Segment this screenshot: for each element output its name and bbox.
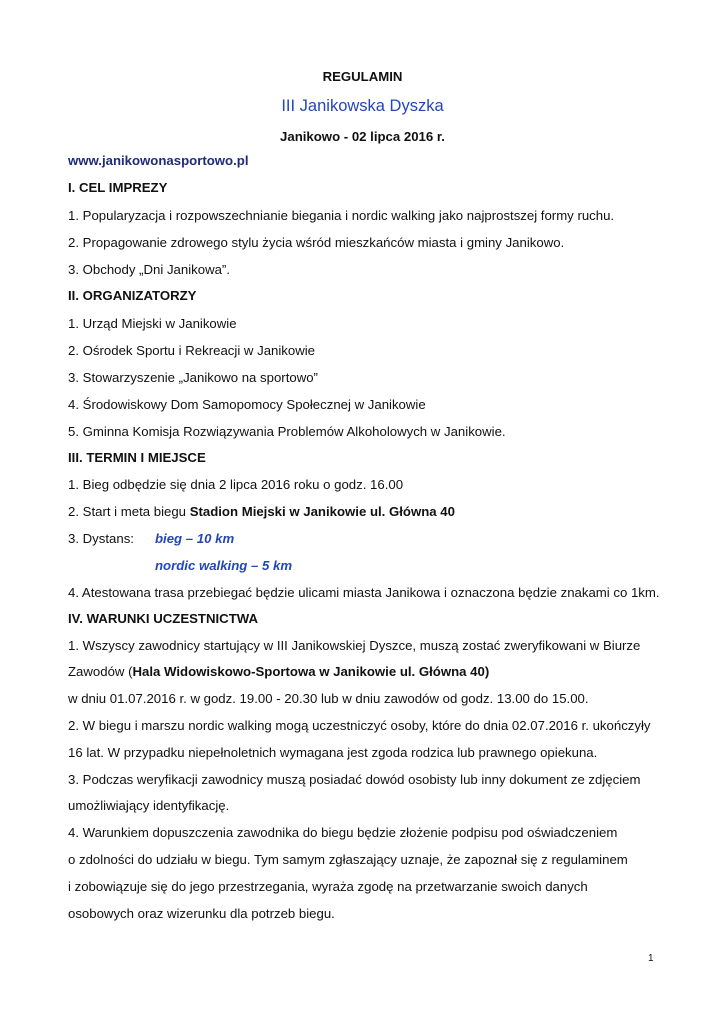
condition-3-line-1: 3. Podczas weryfikacji zawodnicy muszą posiadać dowód osobisty lub inny dokument ze zdjęciem	[68, 772, 641, 787]
section-heading-conditions: IV. WARUNKI UCZESTNICTWA	[68, 611, 258, 626]
distance-run: bieg – 10 km	[155, 531, 235, 546]
office-location: Hala Widowiskowo-Sportowa w Janikowie ul. Główna 40)	[132, 664, 490, 679]
time-item-3b	[68, 558, 292, 574]
goal-item-2: 2. Propagowanie zdrowego stylu życia wśród mieszkańców miasta i gminy Janikowo.	[68, 235, 565, 250]
page-number: 1	[648, 953, 654, 964]
condition-2-line-2: 16 lat. W przypadku niepełnoletnich wymagana jest zgoda rodzica lub prawnego opiekuna.	[68, 745, 598, 760]
organizer-item: 1. Urząd Miejski w Janikowie	[68, 316, 237, 331]
office-prefix: Zawodów (	[68, 664, 133, 679]
distance-nordic: nordic walking – 5 km	[155, 558, 293, 573]
organizer-item: 5. Gminna Komisja Rozwiązywania Problemów Alkoholowych w Janikowie.	[68, 424, 506, 439]
condition-2-line-1: 2. W biegu i marszu nordic walking mogą uczestniczyć osoby, które do dnia 02.07.2016 r. ukończyły	[68, 718, 651, 733]
condition-4-line-3: i zobowiązuje się do jego przestrzegania, wyraża zgodę na przetwarzanie swoich danych	[68, 879, 588, 894]
website-link[interactable]: www.janikowonasportowo.pl	[68, 153, 249, 168]
organizer-item: 3. Stowarzyszenie „Janikowo na sportowo”	[68, 370, 318, 385]
time-item-2	[68, 504, 455, 520]
condition-4-line-1: 4. Warunkiem dopuszczenia zawodnika do biegu będzie złożenie podpisu pod oświadczeniem	[68, 825, 618, 840]
place-date: Janikowo - 02 lipca 2016 r.	[280, 129, 445, 144]
start-prefix: 2. Start i meta biegu	[68, 504, 190, 519]
condition-1-line-3: w dniu 01.07.2016 r. w godz. 19.00 - 20.30 lub w dniu zawodów od godz. 13.00 do 15.00.	[68, 691, 589, 706]
condition-1-line-1: 1. Wszyscy zawodnicy startujący w III Janikowskiej Dyszce, muszą zostać zweryfikowani w Biurze	[68, 638, 641, 653]
time-item-1: 1. Bieg odbędzie się dnia 2 lipca 2016 roku o godz. 16.00	[68, 477, 404, 492]
condition-1-line-2	[68, 664, 489, 680]
condition-4-line-2: o zdolności do udziału w biegu. Tym samym zgłaszający uznaje, że zapoznał się z regulaminem	[68, 852, 628, 867]
goal-item-1: 1. Popularyzacja i rozpowszechnianie biegania i nordic walking jako najprostszej formy ruchu.	[68, 208, 615, 223]
event-title: III Janikowska Dyszka	[281, 97, 444, 115]
document-heading: REGULAMIN	[322, 69, 403, 84]
time-item-4: 4. Atestowana trasa przebiegać będzie ulicami miasta Janikowa i oznaczona będzie znakami co 1km.	[68, 585, 660, 600]
start-location: Stadion Miejski w Janikowie ul. Główna 40	[189, 504, 455, 519]
distance-label: 3. Dystans:	[68, 531, 134, 546]
section-heading-organizers: II. ORGANIZATORZY	[68, 288, 197, 303]
section-heading-time-place: III. TERMIN I MIEJSCE	[68, 450, 206, 465]
organizer-item: 4. Środowiskowy Dom Samopomocy Społecznej w Janikowie	[68, 397, 426, 412]
goal-item-3: 3. Obchody „Dni Janikowa”.	[68, 262, 230, 277]
condition-3-line-2: umożliwiający identyfikację.	[68, 798, 230, 813]
condition-4-line-4: osobowych oraz wizerunku dla potrzeb biegu.	[68, 906, 335, 921]
organizer-item: 2. Ośrodek Sportu i Rekreacji w Janikowie	[68, 343, 316, 358]
section-heading-goal: I. CEL IMPREZY	[68, 180, 168, 195]
time-item-3	[68, 531, 234, 547]
